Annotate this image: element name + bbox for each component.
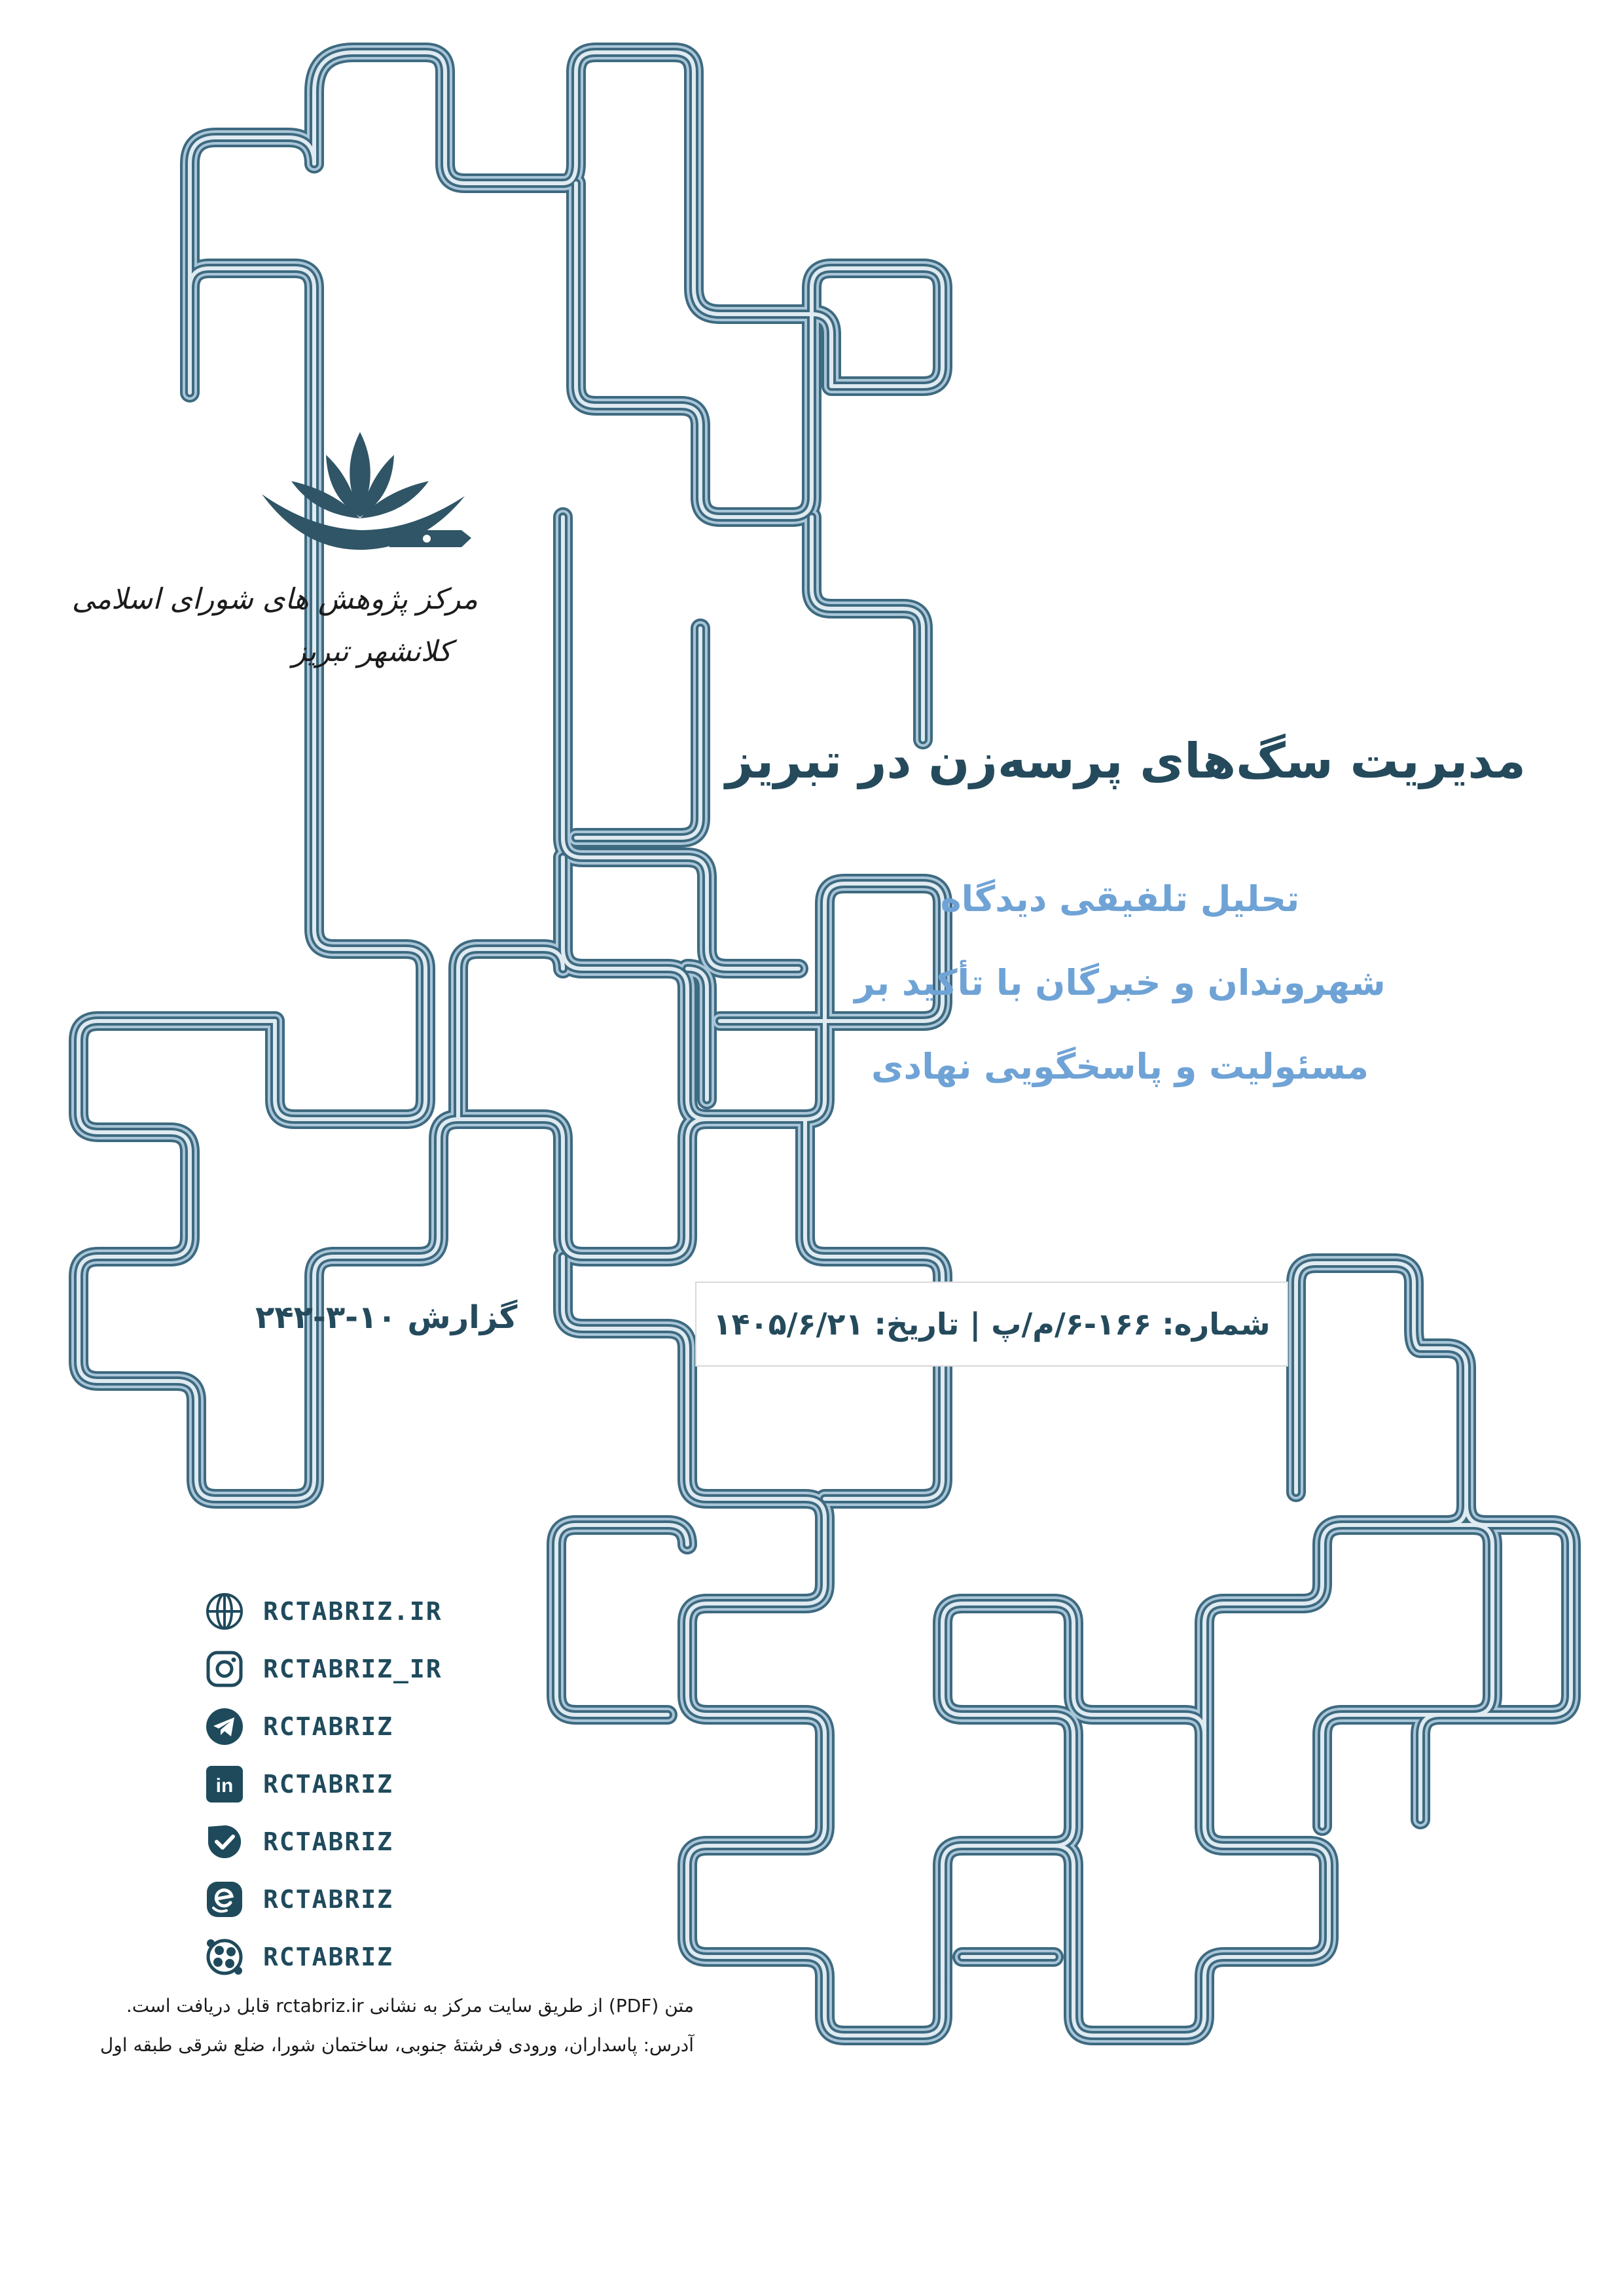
- social-label: RCTABRIZ: [263, 1712, 394, 1741]
- social-link-instagram[interactable]: [204, 1640, 442, 1698]
- globe-icon: [204, 1591, 245, 1632]
- subtitle-line: شهروندان و خبرگان با تأکید بر: [854, 962, 1386, 1003]
- eitaa-icon: [204, 1879, 245, 1920]
- footer-address: آدرس: پاسداران، ورودی فرشتهٔ جنوبی، ساختمان شورا، ضلع شرقی طبقه اول: [99, 2034, 694, 2056]
- reference-line: شماره: ۱۶۶-۶/م/پ | تاریخ: ۱۴۰۵/۶/۲۱: [713, 1306, 1271, 1342]
- lotus-pen-logo-icon: [255, 419, 478, 576]
- logo-text-line2: کلانشهر تبریز: [292, 635, 452, 668]
- logo-text-line1: مرکز پژوهش های شورای اسلامی: [71, 583, 478, 616]
- social-label: RCTABRIZ: [263, 1770, 394, 1799]
- social-links: [204, 1583, 442, 1986]
- social-link-telegram[interactable]: [204, 1698, 442, 1755]
- social-label: RCTABRIZ: [263, 1885, 394, 1914]
- logo: [71, 419, 497, 720]
- instagram-icon: [204, 1649, 245, 1689]
- svg-text:in: in: [215, 1775, 234, 1797]
- report-number: گزارش ۱۰-۳-۲۴۲: [255, 1299, 518, 1336]
- subtitle-line: مسئولیت و پاسخگویی نهادی: [871, 1046, 1369, 1087]
- aparat-icon: [204, 1937, 245, 1977]
- subtitle-line: تحلیل تلفیقی دیدگاه: [940, 878, 1300, 920]
- reference-box: [695, 1282, 1288, 1367]
- social-link-bale[interactable]: [204, 1813, 442, 1871]
- document-subtitle: [825, 857, 1415, 1109]
- verified-check-icon: [204, 1821, 245, 1862]
- social-label: RCTABRIZ: [263, 1827, 394, 1856]
- social-label: RCTABRIZ: [263, 1943, 394, 1971]
- social-label: RCTABRIZ.IR: [263, 1597, 442, 1626]
- linkedin-icon: [204, 1764, 245, 1804]
- social-label: RCTABRIZ_IR: [263, 1655, 442, 1683]
- footer-pdf-note: متن (PDF) از طریق سایت مرکز به نشانی rctabriz.ir قابل دریافت است.: [126, 1995, 694, 2017]
- document-title: مدیریت سگ‌های پرسه‌زن در تبریز: [725, 733, 1526, 789]
- social-link-aparat[interactable]: [204, 1928, 442, 1986]
- social-link-website[interactable]: [204, 1583, 442, 1640]
- telegram-icon: [204, 1706, 245, 1747]
- social-link-eitaa[interactable]: [204, 1871, 442, 1928]
- social-link-linkedin[interactable]: [204, 1755, 442, 1813]
